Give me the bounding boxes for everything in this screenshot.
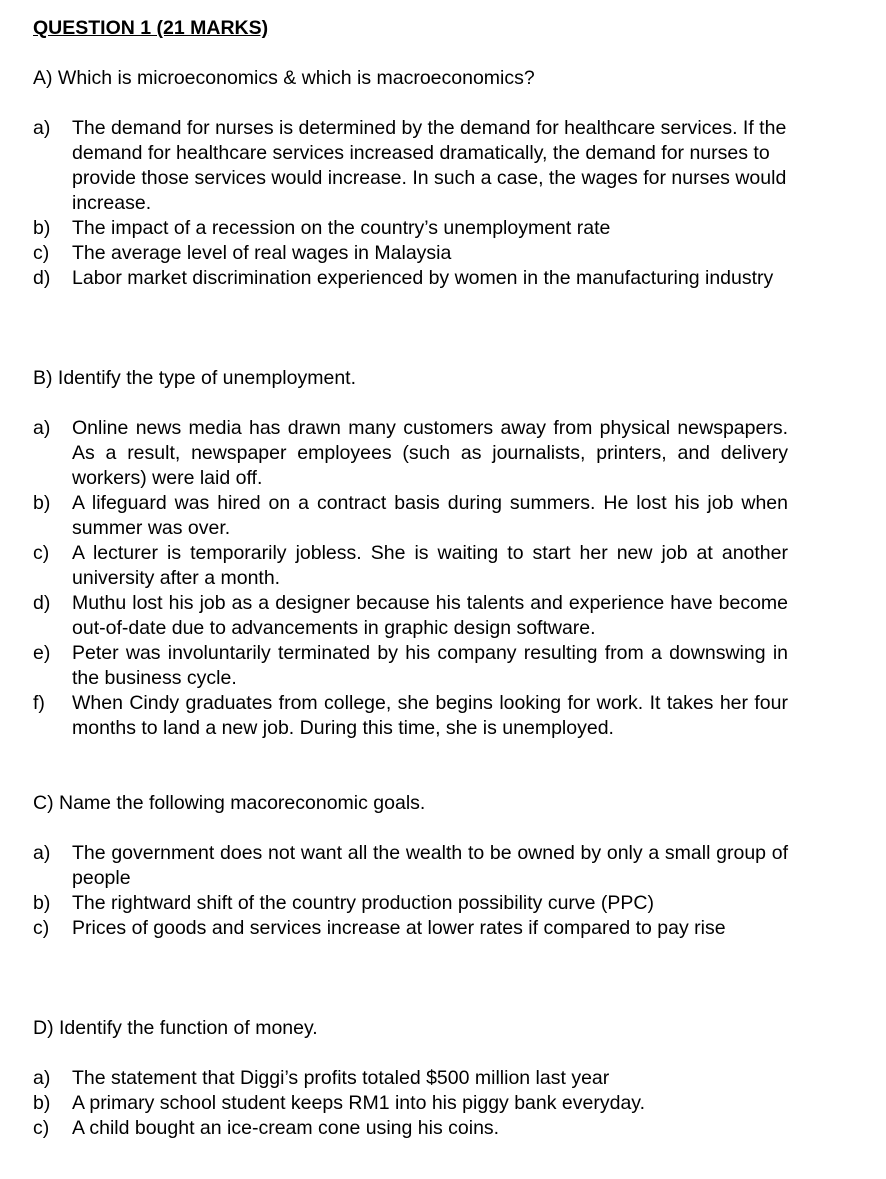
item-text: A primary school student keeps RM1 into his piggy bank everyday.	[72, 1092, 646, 1114]
item-text: A lecturer is temporarily jobless. She is waiting to start her new job at another university after a month.	[72, 542, 788, 589]
list-item	[33, 1066, 788, 1091]
section-d-heading: D) Identify the function of money.	[33, 1017, 318, 1039]
item-marker: e)	[33, 642, 51, 664]
item-marker: c)	[33, 917, 50, 939]
list-item	[33, 266, 788, 291]
list-item	[33, 416, 788, 491]
item-text: A lifeguard was hired on a contract basis during summers. He lost his job when summer was over.	[72, 492, 788, 539]
item-marker: b)	[33, 217, 51, 239]
item-text: The rightward shift of the country production possibility curve (PPC)	[72, 892, 655, 914]
list-item	[33, 891, 788, 916]
section-b-list	[33, 416, 788, 741]
section-c-list	[33, 841, 788, 941]
item-marker: f)	[33, 692, 45, 714]
list-item	[33, 691, 788, 741]
item-marker: a)	[33, 417, 51, 439]
list-item	[33, 841, 788, 891]
item-text: The statement that Diggi’s profits totaled $500 million last year	[72, 1067, 610, 1089]
item-marker: c)	[33, 242, 50, 264]
list-item	[33, 241, 788, 266]
list-item	[33, 491, 788, 541]
list-item	[33, 216, 788, 241]
list-item	[33, 916, 788, 941]
section-a-heading: A) Which is microeconomics & which is macroeconomics?	[33, 67, 535, 89]
item-marker: d)	[33, 267, 51, 289]
item-marker: b)	[33, 1092, 51, 1114]
item-text: The government does not want all the wealth to be owned by only a small group of people	[72, 842, 788, 889]
list-item	[33, 591, 788, 641]
item-marker: b)	[33, 492, 51, 514]
item-text: Labor market discrimination experienced by women in the manufacturing industry	[72, 267, 774, 289]
item-text: The demand for nurses is determined by the demand for healthcare services. If the demand for healthcare services increased dramatically, the demand for nurses to provide those services would increase. In such a case, the wages for nurses would increase.	[72, 117, 787, 214]
item-text: Peter was involuntarily terminated by his company resulting from a downswing in the business cycle.	[72, 642, 788, 689]
section-d-list	[33, 1066, 788, 1141]
section-b-heading: B) Identify the type of unemployment.	[33, 367, 357, 389]
item-text: The impact of a recession on the country’s unemployment rate	[72, 217, 611, 239]
list-item	[33, 1091, 788, 1116]
list-item	[33, 641, 788, 691]
list-item	[33, 1116, 788, 1141]
item-marker: d)	[33, 592, 51, 614]
item-marker: c)	[33, 542, 50, 564]
section-a-list	[33, 116, 788, 291]
item-text: The average level of real wages in Malaysia	[72, 242, 452, 264]
item-marker: a)	[33, 117, 51, 139]
item-marker: a)	[33, 1067, 51, 1089]
item-marker: a)	[33, 842, 51, 864]
item-marker: c)	[33, 1117, 50, 1139]
item-marker: b)	[33, 892, 51, 914]
item-text: Muthu lost his job as a designer because his talents and experience have become out-of-date due to advancements in graphic design software.	[72, 592, 788, 639]
item-text: When Cindy graduates from college, she begins looking for work. It takes her four months to land a new job. During this time, she is unemployed.	[72, 692, 788, 739]
list-item	[33, 541, 788, 591]
item-text: Prices of goods and services increase at lower rates if compared to pay rise	[72, 917, 726, 939]
list-item	[33, 116, 788, 216]
item-text: A child bought an ice-cream cone using his coins.	[72, 1117, 500, 1139]
question-title: QUESTION 1 (21 MARKS)	[33, 17, 269, 39]
item-text: Online news media has drawn many customers away from physical newspapers. As a result, newspaper employees (such as journalists, printers, and delivery workers) were laid off.	[72, 417, 788, 489]
section-c-heading: C) Name the following macoreconomic goals.	[33, 792, 426, 814]
